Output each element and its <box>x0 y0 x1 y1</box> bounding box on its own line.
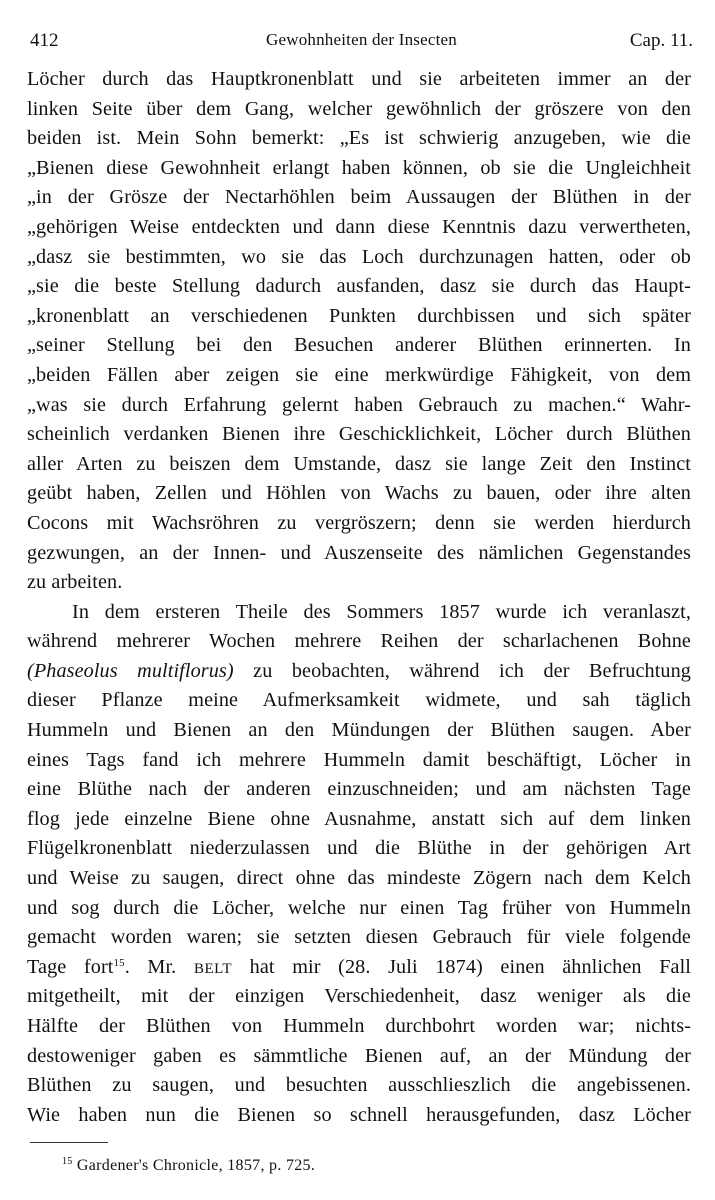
text-line: beiden ist. Mein Sohn bemerkt: „Es ist schwierig anzugeben, wie die <box>27 127 691 150</box>
text-line: während mehrerer Wochen mehrere Reihen der scharlachenen Bohne <box>27 630 691 653</box>
text-line: Tage fort$^{15}$. Mr. BELT hat mir (28. Juli 1874) einen ähnlichen Fall <box>27 955 691 978</box>
text-line: „was sie durch Erfahrung gelernt haben Gebrauch zu machen.“ Wahr- <box>27 393 691 416</box>
text-line: linken Seite über dem Gang, welcher gewöhnlich der gröszere von den <box>27 97 691 120</box>
text-line: scheinlich verdanken Bienen ihre Geschicklichkeit, Löcher durch Blüthen <box>27 423 691 446</box>
footnote-divider <box>30 1142 108 1143</box>
text-line: „gehörigen Weise entdeckten und dann diese Kenntnis dazu verwertheten, <box>27 215 691 238</box>
text-line: Blüthen zu saugen, und besuchten ausschlieszlich die angebissenen. <box>27 1074 691 1097</box>
text-line: Cocons mit Wachsröhren zu vergröszern; denn sie werden hierdurch <box>27 511 691 534</box>
text-line: „beiden Fällen aber zeigen sie eine merkwürdige Fähigkeit, von dem <box>27 363 691 386</box>
text-line: „kronenblatt an verschiedenen Punkten durchbissen und sich später <box>27 304 691 327</box>
text-line: geübt haben, Zellen und Höhlen von Wachs zu bauen, oder ihre alten <box>27 482 691 505</box>
text-line: (Phaseolus multiflorus) zu beobachten, während ich der Befruchtung <box>27 659 691 682</box>
body-text <box>27 65 691 1130</box>
paragraph-1 <box>27 65 691 598</box>
text-line: Flügelkronenblatt niederzulassen und die Blüthe in der gehörigen Art <box>27 837 691 860</box>
footnote-number: 15 <box>62 1156 73 1167</box>
text-line: „dasz sie bestimmten, wo sie das Loch durchzunagen hatten, oder ob <box>27 245 691 268</box>
text-line: Wie haben nun die Bienen so schnell herausgefunden, dasz Löcher <box>27 1103 691 1126</box>
text-line: und Weise zu saugen, direct ohne das mindeste Zögern nach dem Kelch <box>27 867 691 890</box>
text-line: Löcher durch das Hauptkronenblatt und sie arbeiteten immer an der <box>27 68 691 90</box>
text-line: destoweniger gaben es sämmtliche Bienen auf, an der Mündung der <box>27 1044 691 1067</box>
author-name: BELT <box>193 960 233 977</box>
running-title: Gewohnheiten der Insecten <box>266 30 457 49</box>
text-line: „seiner Stellung bei den Besuchen anderer Blüthen erinnerten. In <box>27 334 691 357</box>
page-number: 412 <box>30 30 59 51</box>
text-line: flog jede einzelne Biene ohne Ausnahme, anstatt sich auf dem linken <box>27 807 691 830</box>
text-line: zu arbeiten. <box>27 571 123 594</box>
text-line: gezwungen, an der Innen- und Auszenseite des nämlichen Gegenstandes <box>27 541 691 564</box>
text-line: „in der Grösze der Nectarhöhlen beim Aussaugen der Blüthen in der <box>27 186 691 209</box>
text-line: In dem ersteren Theile des Sommers 1857 wurde ich veranlaszt, <box>72 600 691 623</box>
footnote-reference: 15 <box>113 956 125 969</box>
text-line: dieser Pflanze meine Aufmerksamkeit widmete, und sah täglich <box>27 689 691 712</box>
page-header <box>30 30 693 56</box>
text-line: aller Arten zu beiszen dem Umstande, dasz sie lange Zeit den Instinct <box>27 452 691 475</box>
text-line: Hälfte der Blüthen von Hummeln durchbohrt worden war; nichts- <box>27 1015 691 1037</box>
text-line: eines Tags fand ich mehrere Hummeln damit beschäftigt, Löcher in <box>27 748 691 771</box>
text-line: eine Blüthe nach der anderen einzuschneiden; und am nächsten Tage <box>27 778 691 801</box>
text-line: Hummeln und Bienen an den Mündungen der Blüthen saugen. Aber <box>27 719 691 742</box>
text-line: gemacht worden waren; sie setzten diesen Gebrauch für viele folgende <box>27 926 691 949</box>
text-line: mitgetheilt, mit der einzigen Verschiedenheit, dasz weniger als die <box>27 985 691 1008</box>
chapter-label: Cap. 11. <box>629 30 693 51</box>
text-line: „Bienen diese Gewohnheit erlangt haben können, ob sie die Ungleichheit <box>27 156 691 179</box>
footnote-text: Gardener's Chronicle, 1857, p. 725. <box>76 1157 316 1174</box>
footnote <box>62 1157 315 1175</box>
paragraph-2 <box>27 598 691 1131</box>
text-line: „sie die beste Stellung dadurch ausfanden, dasz sie durch das Haupt- <box>27 275 691 298</box>
text-line: und sog durch die Löcher, welche nur einen Tag früher von Hummeln <box>27 896 691 919</box>
species-name: (Phaseolus multiflorus) <box>27 659 234 682</box>
